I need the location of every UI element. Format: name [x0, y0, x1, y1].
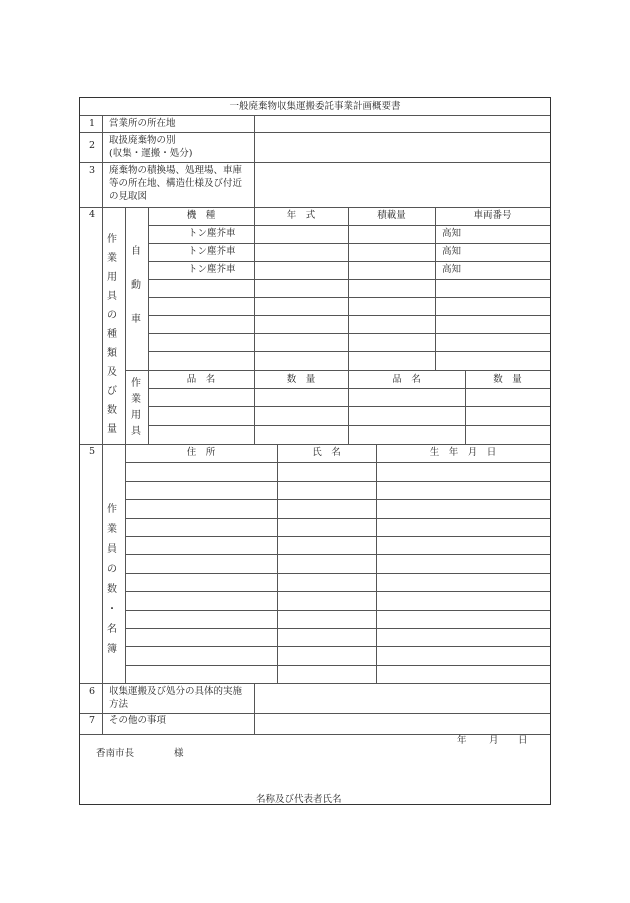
row-number: 3 [89, 165, 96, 176]
honorific: 様 [174, 748, 184, 759]
form-title: 一般廃棄物収集運搬委託事業計画概要書 [229, 101, 401, 112]
row-number: 1 [89, 118, 96, 129]
row-number: 6 [89, 686, 96, 697]
vehicle-tools-divider [125, 370, 550, 371]
work-tools-label [129, 376, 143, 440]
facility-label: 廃棄物の積換場、処理場、車庫 [109, 165, 243, 176]
grid-column-line [277, 444, 278, 683]
tools-header-qty: 数 量 [286, 374, 316, 385]
grid-row-line [125, 646, 550, 647]
label-char: 作 [107, 234, 117, 245]
row-divider [80, 444, 550, 445]
label-divider [254, 115, 255, 207]
label-char: の [107, 564, 117, 575]
vehicle-header-capacity: 積載量 [377, 210, 406, 221]
other-matters-label: その他の事項 [109, 715, 167, 726]
waste-type-label: (収集・運搬・処分) [109, 148, 193, 159]
grid-row-line [148, 243, 550, 244]
addressee: 香南市長 [96, 748, 135, 759]
grid-row-line [148, 315, 550, 316]
label-char: 業 [131, 394, 141, 405]
grid-row-line [148, 406, 550, 407]
workers-header-birthdate: 生 年 月 日 [429, 447, 497, 458]
grid-row-line [125, 462, 550, 463]
grid-row-line [125, 481, 550, 482]
grid-row-line [148, 333, 550, 334]
grid-row-line [148, 425, 550, 426]
plan-summary-form [79, 97, 551, 805]
grid-row-line [125, 573, 550, 574]
grid-row-line [125, 554, 550, 555]
signature-label: 名称及び代表者氏名 [256, 794, 342, 805]
label-char: 名 [107, 624, 117, 635]
grid-column-line [348, 207, 349, 370]
row-divider [80, 115, 550, 116]
grid-column-line [376, 444, 377, 683]
grid-row-line [125, 591, 550, 592]
method-label: 方法 [109, 699, 129, 710]
label-char: 業 [107, 253, 117, 264]
grid-row-line [125, 536, 550, 537]
grid-row-line [148, 388, 550, 389]
label-divider [254, 683, 255, 734]
row-divider [80, 132, 550, 133]
grid-row-line [125, 628, 550, 629]
grid-row-line [148, 261, 550, 262]
waste-type-label: 取扱廃棄物の別 [109, 135, 176, 146]
date-year-label: 年 [457, 735, 467, 746]
vehicle-header-year: 年 式 [286, 210, 316, 221]
row-number: 5 [89, 446, 96, 457]
row-divider [80, 713, 550, 714]
grid-row-line [125, 610, 550, 611]
tools-header-name: 品 名 [186, 374, 216, 385]
section5-subdivider [125, 444, 126, 683]
vehicle-label [129, 235, 143, 337]
label-char: 員 [107, 544, 117, 555]
label-char: 簿 [107, 644, 117, 655]
row-number: 7 [89, 715, 96, 726]
vehicle-type: トン塵芥車 [188, 246, 236, 257]
label-char: 自 [131, 246, 141, 257]
grid-row-line [125, 499, 550, 500]
workers-header-name: 氏 名 [312, 447, 341, 458]
label-char: 用 [131, 410, 141, 421]
row-divider [80, 683, 550, 684]
vehicle-plate: 高知 [442, 246, 462, 257]
label-char: ・ [107, 604, 117, 615]
grid-row-line [125, 518, 550, 519]
label-char: 具 [107, 291, 117, 302]
facility-label: の見取図 [109, 191, 148, 202]
grid-column-line [254, 207, 255, 370]
label-char: 数 [107, 584, 117, 595]
label-char: 車 [131, 314, 141, 325]
grid-row-line [125, 665, 550, 666]
vehicle-plate: 高知 [442, 264, 462, 275]
workers-section-label [105, 500, 119, 660]
tools-header-qty: 数 量 [493, 374, 522, 385]
date-day-label: 日 [518, 735, 528, 746]
row-divider [80, 207, 550, 208]
grid-row-line [148, 351, 550, 352]
label-char: 作 [131, 378, 141, 389]
date-month-label: 月 [489, 735, 499, 746]
vehicle-header-model: 機 種 [186, 210, 216, 221]
label-char: 類 [107, 348, 117, 359]
number-column-divider [102, 115, 103, 734]
label-char: 種 [107, 329, 117, 340]
tools-header-name: 品 名 [392, 374, 421, 385]
facility-label: 等の所在地、構造仕様及び付近 [109, 178, 243, 189]
label-char: 動 [131, 280, 141, 291]
label-char: 業 [107, 524, 117, 535]
label-char: 量 [107, 424, 117, 435]
method-label: 収集運搬及び処分の具体的実施 [109, 686, 243, 697]
label-char: 用 [107, 272, 117, 283]
row-number: 2 [89, 140, 96, 151]
section4-subdivider [125, 207, 126, 444]
row-divider [80, 734, 550, 735]
label-char: 具 [131, 426, 141, 437]
vehicle-header-plate: 車両番号 [473, 210, 512, 221]
label-char: び [107, 386, 117, 397]
tools-section-label [105, 230, 119, 439]
row-number: 4 [89, 209, 96, 220]
vehicle-plate: 高知 [442, 228, 462, 239]
label-char: 数 [107, 405, 117, 416]
grid-row-line [148, 279, 550, 280]
label-char: 作 [107, 504, 117, 515]
row-divider [80, 162, 550, 163]
workers-header-address: 住 所 [186, 447, 216, 458]
grid-row-line [148, 225, 550, 226]
label-char: の [107, 310, 117, 321]
grid-column-line [435, 207, 436, 370]
office-location-label: 営業所の所在地 [109, 118, 176, 129]
vehicle-type: トン塵芥車 [188, 264, 236, 275]
grid-row-line [148, 297, 550, 298]
label-char: 及 [107, 367, 117, 378]
vehicle-type: トン塵芥車 [188, 228, 236, 239]
